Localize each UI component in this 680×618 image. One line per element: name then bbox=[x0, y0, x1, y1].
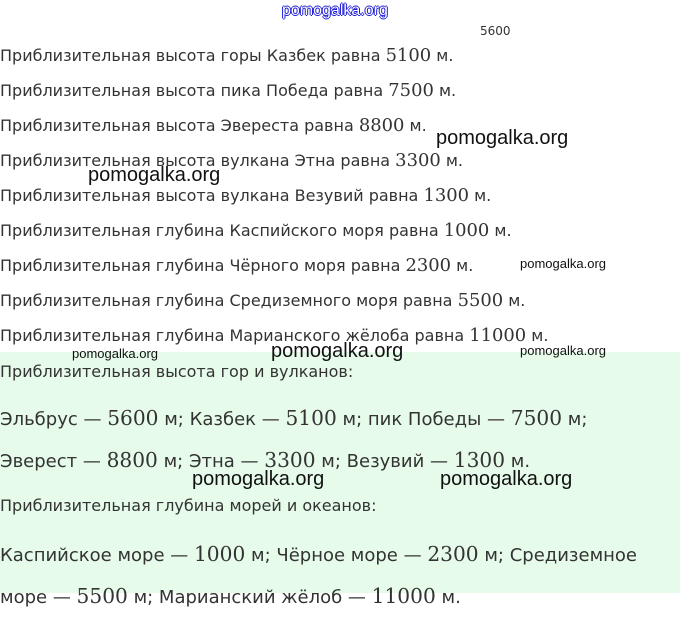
watermark: pomogalka.org bbox=[72, 346, 158, 361]
facts-list bbox=[0, 38, 680, 353]
fact-line: Приблизительная глубина Каспийского моря равна 1000 м. bbox=[0, 220, 512, 241]
fact-line: Приблизительная высота вулкана Везувий равна 1300 м. bbox=[0, 185, 492, 206]
watermark-top: pomogalka.org bbox=[282, 2, 388, 19]
watermark: pomogalka.org bbox=[520, 343, 606, 358]
depths-text: Каспийское море — 1000 м; Чёрное море — 2300 м; Средиземное море — 5500 м; Марианский жёлоб — 11000 м. bbox=[0, 542, 638, 608]
fact-line: Приблизительная высота пика Победа равна 7500 м. bbox=[0, 80, 457, 101]
answer-block bbox=[0, 352, 680, 608]
cut-off-number-fragment: 5600 bbox=[480, 24, 511, 38]
fact-line: Приблизительная высота горы Казбек равна 5100 м. bbox=[0, 45, 454, 66]
fact-line: Приблизительная глубина Средиземного моря равна 5500 м. bbox=[0, 290, 526, 311]
fact-line: Приблизительная глубина Марианского жёлоба равна 11000 м. bbox=[0, 325, 549, 346]
watermark: pomogalka.org bbox=[88, 164, 221, 186]
watermark: pomogalka.org bbox=[271, 340, 404, 362]
watermark: pomogalka.org bbox=[520, 256, 606, 271]
fact-line: Приблизительная высота Эвереста равна 8800 м. bbox=[0, 115, 427, 136]
fact-line: Приблизительная глубина Чёрного моря равна 2300 м. bbox=[0, 255, 474, 276]
watermark: pomogalka.org bbox=[192, 468, 325, 490]
depths-heading: Приблизительная глубина морей и океанов: bbox=[0, 496, 377, 515]
heights-text: Эльбрус — 5600 м; Казбек — 5100 м; пик Победы — 7500 м; Эверест — 8800 м; Этна — 3300 м; Везувий — 1300 м. bbox=[0, 406, 588, 472]
watermark: pomogalka.org bbox=[440, 468, 573, 490]
heights-heading: Приблизительная высота гор и вулканов: bbox=[0, 362, 354, 381]
watermark: pomogalka.org bbox=[436, 127, 569, 149]
fact-line: Приблизительная высота вулкана Этна равна 3300 м. bbox=[0, 150, 463, 171]
